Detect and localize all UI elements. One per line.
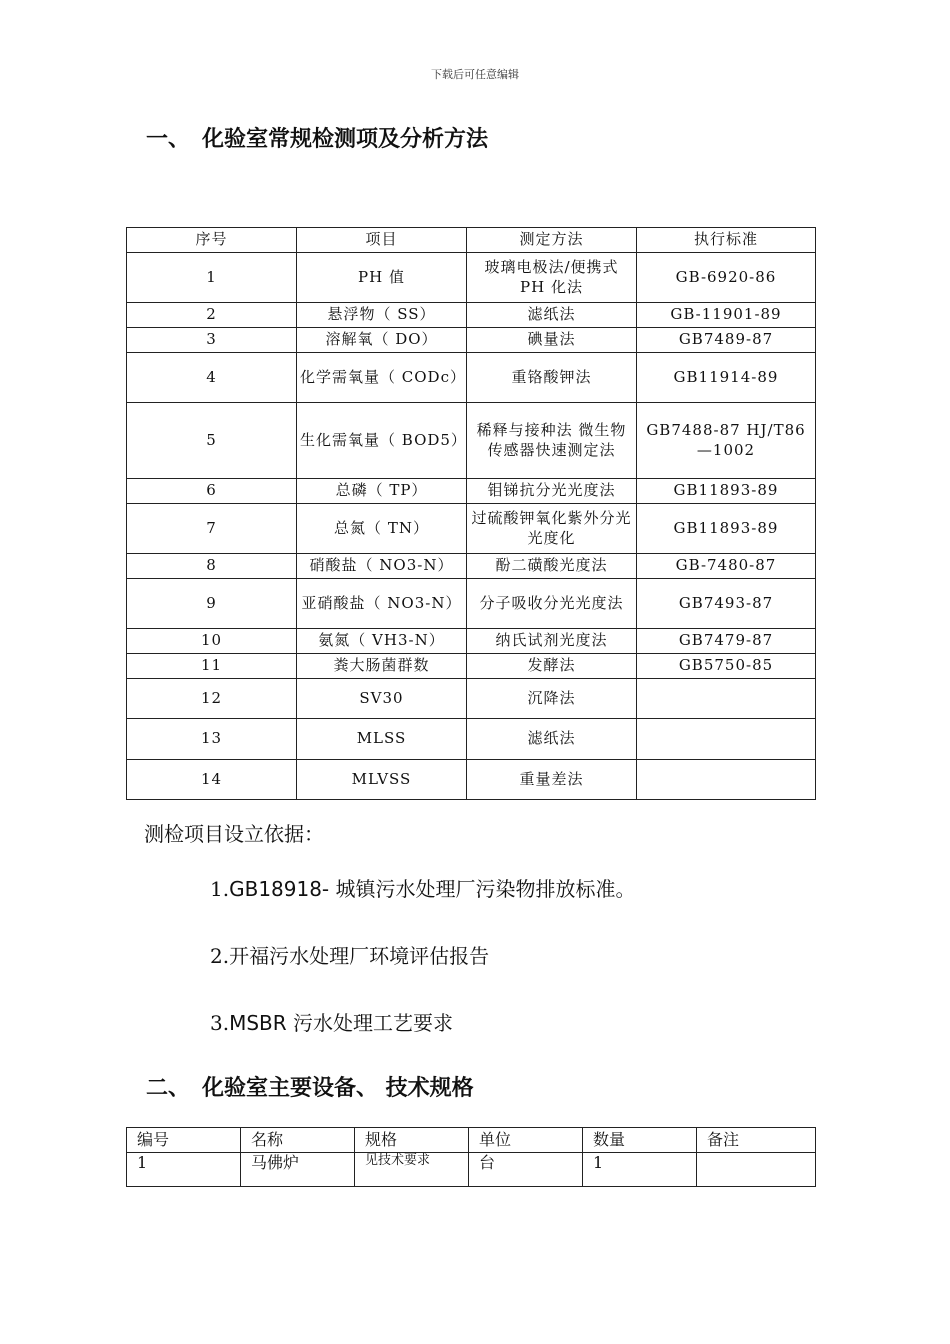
table-row <box>127 328 816 353</box>
cell-no: 11 <box>127 654 297 679</box>
cell-standard <box>637 760 816 800</box>
col-header-no: 序号 <box>127 228 297 253</box>
basis-title: 测检项目设立依据： <box>144 822 324 846</box>
col-header-note: 备注 <box>697 1128 816 1153</box>
cell-item: 溶解氧（ DO） <box>297 328 467 353</box>
basis-item-1 <box>210 873 636 902</box>
section-title: 化验室主要设备、 技术规格 <box>202 1076 474 1101</box>
cell-spec: 见技术要求 <box>355 1153 469 1187</box>
cell-no: 12 <box>127 679 297 719</box>
cell-no: 8 <box>127 554 297 579</box>
table-row <box>127 629 816 654</box>
cell-item: 氨氮（ VH3-N） <box>297 629 467 654</box>
cell-no: 14 <box>127 760 297 800</box>
section-title: 化验室常规检测项及分析方法 <box>202 127 489 152</box>
cell-item: 化学需氧量（ CODc） <box>297 353 467 403</box>
cell-item: 亚硝酸盐（ NO3-N） <box>297 579 467 629</box>
test-methods-table <box>126 227 816 800</box>
cell-standard <box>637 719 816 760</box>
cell-item: MLSS <box>297 719 467 760</box>
cell-method: 重铬酸钾法 <box>467 353 637 403</box>
basis-item-3 <box>210 1007 453 1036</box>
section-heading-1 <box>146 122 488 153</box>
section-heading-2 <box>146 1071 474 1102</box>
table-row <box>127 303 816 328</box>
cell-method: 玻璃电极法/便携式 PH 化法 <box>467 253 637 303</box>
cell-no: 2 <box>127 303 297 328</box>
cell-no: 4 <box>127 353 297 403</box>
table-row <box>127 504 816 554</box>
cell-standard: GB7479-87 <box>637 629 816 654</box>
cell-standard: GB11893-89 <box>637 504 816 554</box>
cell-standard: GB-11901-89 <box>637 303 816 328</box>
basis-item-number: 2. <box>210 944 230 968</box>
cell-item: SV30 <box>297 679 467 719</box>
basis-item-2 <box>210 940 489 969</box>
cell-standard <box>637 679 816 719</box>
cell-item: 粪大肠菌群数 <box>297 654 467 679</box>
cell-standard: GB-7480-87 <box>637 554 816 579</box>
cell-method: 稀释与接种法 微生物传感器快速测定法 <box>467 403 637 479</box>
cell-item: 总氮（ TN） <box>297 504 467 554</box>
cell-method: 沉降法 <box>467 679 637 719</box>
col-header-unit: 单位 <box>469 1128 583 1153</box>
cell-item: 生化需氧量（ BOD5） <box>297 403 467 479</box>
cell-no: 6 <box>127 479 297 504</box>
table-row <box>127 719 816 760</box>
cell-method: 重量差法 <box>467 760 637 800</box>
col-header-qty: 数量 <box>583 1128 697 1153</box>
col-header-method: 测定方法 <box>467 228 637 253</box>
table-row <box>127 760 816 800</box>
cell-no: 9 <box>127 579 297 629</box>
cell-standard: GB5750-85 <box>637 654 816 679</box>
cell-no: 10 <box>127 629 297 654</box>
col-header-standard: 执行标准 <box>637 228 816 253</box>
table-row <box>127 253 816 303</box>
cell-no: 7 <box>127 504 297 554</box>
cell-method: 分子吸收分光光度法 <box>467 579 637 629</box>
cell-no: 3 <box>127 328 297 353</box>
table-row <box>127 579 816 629</box>
col-header-item: 项目 <box>297 228 467 253</box>
cell-no: 1 <box>127 253 297 303</box>
cell-method: 滤纸法 <box>467 303 637 328</box>
cell-standard: GB11914-89 <box>637 353 816 403</box>
cell-standard: GB11893-89 <box>637 479 816 504</box>
cell-no: 13 <box>127 719 297 760</box>
cell-no: 5 <box>127 403 297 479</box>
table-header-row <box>127 228 816 253</box>
cell-item: 硝酸盐（ NO3-N） <box>297 554 467 579</box>
equipment-table <box>126 1127 816 1187</box>
cell-item: 悬浮物（ SS） <box>297 303 467 328</box>
cell-qty: 1 <box>583 1153 697 1187</box>
table-header-row <box>127 1128 816 1153</box>
cell-method: 滤纸法 <box>467 719 637 760</box>
table-row <box>127 679 816 719</box>
basis-item-number: 1. <box>210 877 230 901</box>
cell-note <box>697 1153 816 1187</box>
cell-method: 过硫酸钾氧化紫外分光光度化 <box>467 504 637 554</box>
col-header-id: 编号 <box>127 1128 241 1153</box>
table-row <box>127 554 816 579</box>
cell-id: 1 <box>127 1153 241 1187</box>
basis-item-text: GB18918- 城镇污水处理厂污染物排放标准。 <box>229 877 636 901</box>
table-row <box>127 1153 816 1187</box>
cell-method: 酚二磺酸光度法 <box>467 554 637 579</box>
cell-method: 纳氏试剂光度法 <box>467 629 637 654</box>
cell-name: 马佛炉 <box>241 1153 355 1187</box>
cell-unit: 台 <box>469 1153 583 1187</box>
basis-item-number: 3. <box>210 1011 230 1035</box>
cell-standard: GB-6920-86 <box>637 253 816 303</box>
table-row <box>127 479 816 504</box>
table-row <box>127 654 816 679</box>
cell-method: 发酵法 <box>467 654 637 679</box>
cell-standard: GB7488-87 HJ/T86—1002 <box>637 403 816 479</box>
basis-item-text: MSBR 污水处理工艺要求 <box>229 1011 454 1035</box>
cell-method: 碘量法 <box>467 328 637 353</box>
col-header-name: 名称 <box>241 1128 355 1153</box>
basis-item-text: 开福污水处理厂环境评估报告 <box>229 944 490 968</box>
col-header-spec: 规格 <box>355 1128 469 1153</box>
cell-item: 总磷（ TP） <box>297 479 467 504</box>
cell-standard: GB7493-87 <box>637 579 816 629</box>
table-row <box>127 403 816 479</box>
cell-item: PH 值 <box>297 253 467 303</box>
section-number: 一、 <box>146 127 191 152</box>
section-number: 二、 <box>146 1076 191 1101</box>
cell-method: 钼锑抗分光光度法 <box>467 479 637 504</box>
page-header: 下载后可任意编辑 <box>431 68 519 81</box>
cell-standard: GB7489-87 <box>637 328 816 353</box>
table-row <box>127 353 816 403</box>
cell-item: MLVSS <box>297 760 467 800</box>
